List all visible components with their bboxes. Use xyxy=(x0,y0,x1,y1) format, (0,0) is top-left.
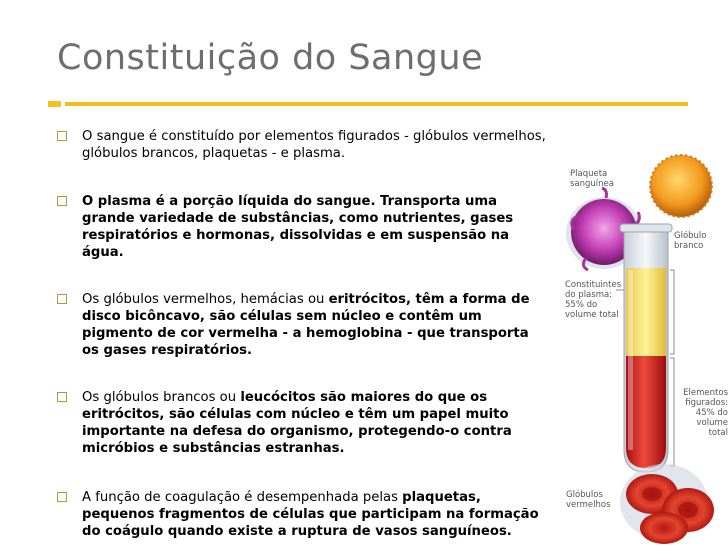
blood-tube-illustration xyxy=(556,150,728,546)
square-bullet-icon xyxy=(57,131,67,141)
bullet-text-regular: A função de coagulação é desempenhada pelas xyxy=(82,490,403,505)
label-globulos-vermelhos: Glóbulos vermelhos xyxy=(566,490,611,510)
label-plasma: Constituintes do plasma: 55% do volume total xyxy=(565,280,622,320)
bullet-text-bold: plaquetas, pequenos fragmentos de células que participam na formação do coágulo quando existe a ruptura de vasos sanguíneos. xyxy=(82,490,539,539)
page-title: Constituição do Sangue xyxy=(57,38,484,78)
square-bullet-icon xyxy=(57,492,67,502)
bullet-text-regular: Os glóbulos vermelhos, hemácias ou xyxy=(82,292,329,307)
blood-composition-figure xyxy=(556,150,728,546)
bullet-item xyxy=(57,389,547,457)
label-elementos: Elementos figurados: 45% do volume total xyxy=(683,388,728,438)
square-bullet-icon xyxy=(57,294,67,304)
square-bullet-icon xyxy=(57,392,67,402)
bullet-text-bold: leucócitos são maiores do que os eritrócitos, são células com núcleo e têm um papel muito importante na defesa do organismo, protegendo-o contra micróbios e substâncias estranhas. xyxy=(82,390,512,456)
label-globulo-branco: Glóbulo branco xyxy=(674,231,707,251)
bullet-text-bold: eritrócitos, têm a forma de disco bicôncavo, são células sem núcleo e contêm um pigmento de cor vermelha - a hemoglobina - que transporta os gases respiratórios. xyxy=(82,292,530,358)
bullet-text: O sangue é constituído por elementos figurados - glóbulos vermelhos, glóbulos brancos, plaquetas - e plasma. xyxy=(82,129,546,161)
bullet-text-regular: Os glóbulos brancos ou xyxy=(82,390,241,405)
bullet-item xyxy=(57,193,547,261)
title-underline xyxy=(48,101,688,107)
title-underline-accent xyxy=(48,101,61,107)
bullet-text: O plasma é a porção líquida do sangue. Transporta uma grande variedade de substâncias, como nutrientes, gases respiratórios e hormonas, dissolvidas e em suspensão na água. xyxy=(82,194,514,260)
bullet-item xyxy=(57,128,547,162)
bullet-item xyxy=(57,489,547,540)
square-bullet-icon xyxy=(57,196,67,206)
bullet-list xyxy=(57,128,547,540)
title-underline-line xyxy=(65,102,688,106)
label-plaqueta: Plaqueta sanguínea xyxy=(570,169,614,189)
bullet-item xyxy=(57,291,547,359)
